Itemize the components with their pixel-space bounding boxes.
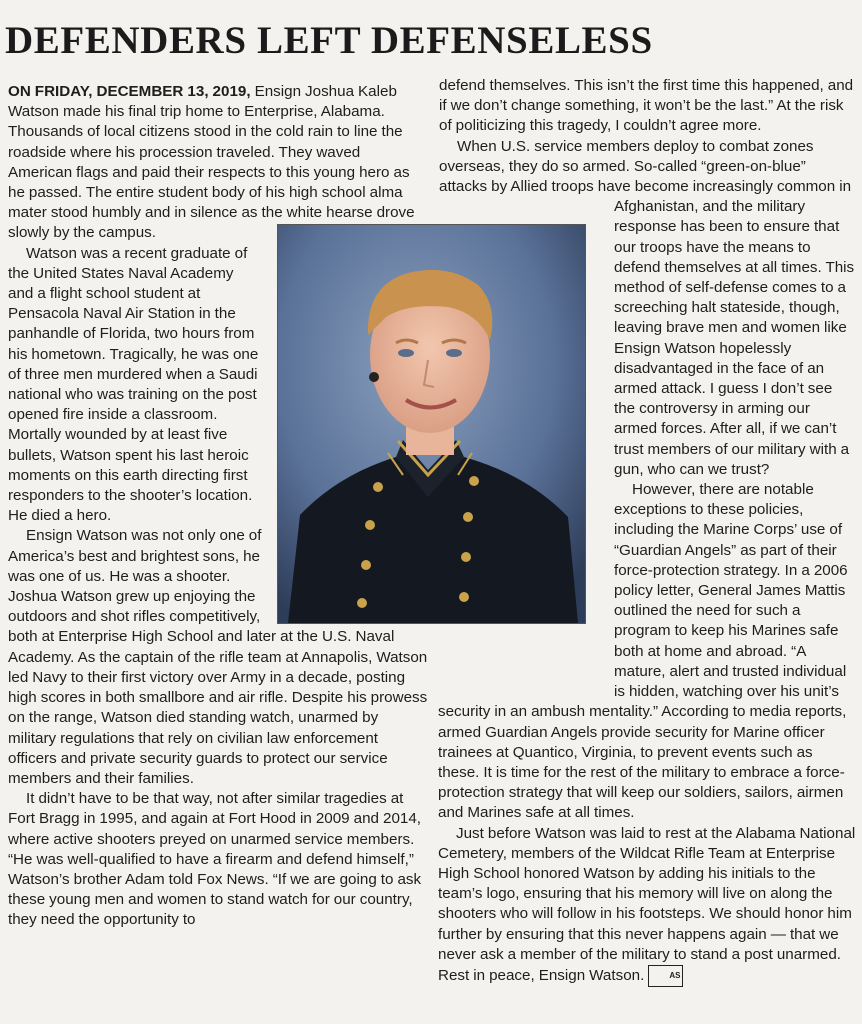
- article-headline: DEFENDERS LEFT DEFENSELESS: [5, 19, 653, 62]
- portrait-photo: [277, 224, 586, 624]
- paragraph-1: ON FRIDAY, DECEMBER 13, 2019, Ensign Joshua Kaleb Watson made his final trip home to Enterprise, Alabama. Thousands of local citizens stood in the cold rain to line the roadside where his procession traveled. They waved American flags and paid their respects to this young hero as he passed. The entire student body of his high school alma mater stood humbly and in silence as the white hearse drove slowly by the campus.: [8, 83, 415, 242]
- paragraph-3: Ensign Watson was not only one of America’s best and brightest sons, he was one of us. He was a shooter. Joshua Watson grew up enjoying the outdoors and shot rifles competitively, both at Enterprise High School and later at the U.S. Naval Academy. As the captain of the rifle team at Annapolis, Watson led Navy to their first victory over Army in a decade, posting high scores in both smallbore and air rifle. Despite his prowess on the range, Watson died standing watch, unarmed by military regulations that rely on civilian law enforcement officers and private security guards to protect our service members and their families.: [8, 527, 428, 787]
- paragraph-8: Just before Watson was laid to rest at the Alabama National Cemetery, members of the Wildcat Rifle Team at Enterprise High School honored Watson by adding his initials to the team’s logo, ensuring that his memory will live on along the shooters who will follow in his footsteps. We should honor him further by ensuring that this never happens again — that we never ask a member of the military to stand a post unarmed. Rest in peace, Ensign Watson. AS: [438, 824, 856, 988]
- end-of-article-mark: AS: [648, 965, 683, 987]
- paragraph-7: However, there are notable exceptions to these policies, including the Marine Corps’ use of “Guardian Angels” as part of their force-protection strategy. In a 2006 policy letter, General James Mattis outlined the need for such a program to keep his Marines safe both at home and abroad. “A mature, alert and trusted individual is hidden, watching over his unit’s security in an ambush mentality.” According to media reports, armed Guardian Angels provide security for Marine officer trainees at Quantico, Virginia, to prevent events such as these. It is time for the rest of the military to embrace a force-protection strategy that will keep our soldiers, sailors, airmen and Marines safe at all times.: [438, 481, 848, 822]
- paragraph-2: Watson was a recent graduate of the United States Naval Academy and a flight school student at Pensacola Naval Air Station in the panhandle of Florida, two hours from his hometown. Tragically, he was one of three men murdered when a Saudi national who was training on the post opened fire inside a classroom. Mortally wounded by at least five bullets, Watson spent his last heroic moments on this earth directing first responders to the shooter’s location. He died a hero.: [8, 244, 259, 525]
- paragraph-6: When U.S. service members deploy to combat zones overseas, they do so armed. So-called “green-on-blue” attacks by Allied troops have become increasingly common in Afghanistan, and the military response has been to ensure that our troops have the means to defend themselves at all times. This method of self-defense comes to a screeching halt stateside, though, leaving brave men and women like Ensign Watson hopelessly disadvantaged in the face of an armed attack. I guess I don’t see the controversy in arming our armed forces. After all, if we can’t trust members of our military with a gun, who can we trust?: [439, 137, 855, 478]
- lead-in: ON FRIDAY, DECEMBER 13, 2019,: [8, 83, 251, 100]
- paragraph-5: defend themselves. This isn’t the first time this happened, and if we don’t change something, it won’t be the last.” At the risk of politicizing this tragedy, I couldn’t agree more.: [439, 77, 854, 135]
- paragraph-4: It didn’t have to be that way, not after similar tragedies at Fort Bragg in 1995, and again at Fort Hood in 2009 and 2014, where active shooters preyed on unarmed service members. “He was well-qualified to have a firearm and defend himself,” Watson’s brother Adam told Fox News. “If we are going to ask these young men and women to stand watch for our country, they need the opportunity to: [8, 790, 422, 929]
